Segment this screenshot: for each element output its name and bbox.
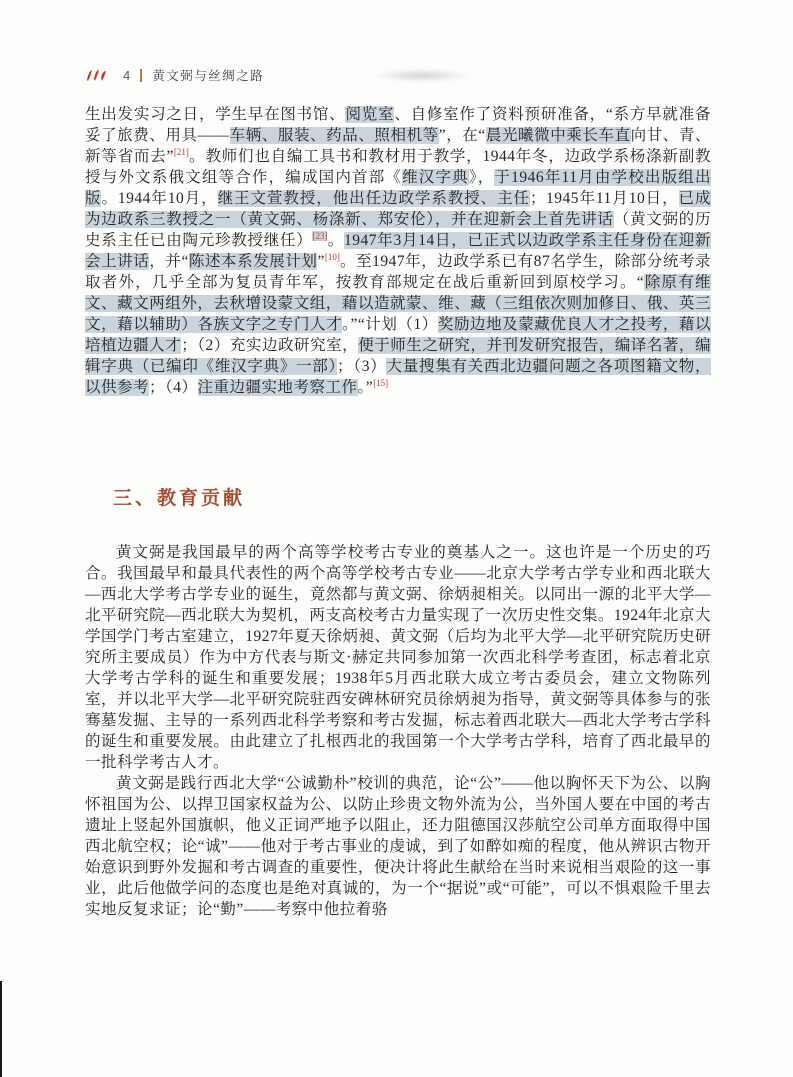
text-run: ；（4） [149, 379, 198, 396]
page-body [85, 104, 711, 920]
text-run: 。至1947年，边政学系已有87名学生，除部分统考录取者外，几乎全部为复员青年军，按教育部规定在战后重新回到原校学习。“ [85, 253, 711, 291]
highlighted-text-run: 便于师生之研究，并刊发研究报告，编译名著，编辑字典（已编印《维汉字典》一部） [85, 337, 711, 375]
highlighted-text-run: 继王文萱教授，他出任边政学系教授、主任 [217, 190, 530, 207]
highlighted-text-run: 注重边疆实地考察工作 [197, 379, 358, 396]
text-run: 黄文弼是我国最早的两个高等学校考古专业的奠基人之一。这也许是一个历史的巧合。我国最早和最具代表性的两个高等学校考古专业——北京大学考古学专业和西北联大—西北大学考古学专业的诞生，竟然都与黄文弼、徐炳昶相关。以同出一源的北平大学—北平研究院—西北联大为契机，两支高校考古力量实现了一次历史性交集。1924年北京大学国学门考古室建立，1927年夏天徐炳昶、黄文弼（后均为北平大学—北平研究院历史研究所主要成员）作为中方代表与斯文·赫定共同参加第一次西北科学考查团，标志着北京大学考古学科的诞生和重要发展；1938年5月西北联大成立考古委员会，建立文物陈列室，并以北平大学—北平研究院驻西安碑林研究员徐炳昶为指导，黄文弼等具体参与的张骞墓发掘、主导的一系列西北科学考察和考古发掘，标志着西北联大—西北大学考古学科的诞生和重要发展。由此建立了扎根西北的我国第一个大学考古学科，培育了西北最早的一批科学考古人才。 [85, 544, 711, 771]
highlighted-text-run: 车辆、服装、药品、照相机等 [229, 127, 439, 144]
page-header [85, 66, 710, 84]
citation-ref: [10] [324, 251, 340, 262]
highlighted-text-run: 晨光曦微中乘长车直 [485, 127, 631, 144]
paragraph [85, 773, 711, 920]
highlighted-text-run: 奖励边地及蒙藏优良人才之投考，藉以培植边疆人才 [85, 316, 711, 354]
paragraph-continuation [85, 104, 711, 398]
citation-ref: [21] [173, 146, 189, 157]
text-run: 。 [327, 232, 344, 249]
text-run: ”，在“ [438, 127, 486, 144]
highlighted-text-run: 阅览室 [345, 106, 395, 123]
publisher-seal-icon [85, 68, 109, 83]
header-divider [140, 69, 142, 82]
text-run: 黄文弼是践行西北大学“公诚勤朴”校训的典范，论“公”——他以胸怀天下为公、以胸怀祖国为公、以捍卫国家权益为公、以防止珍贵文物外流为公，当外国人要在中国的考古遗址上竖起外国旗帜，他义正词严地予以阻止，还力阻德国汉莎航空公司单方面取得中国西北航空权；论“诚”——他对于考古事业的虔诚，到了如醉如痴的程度，他从辨识古物开始意识到野外发掘和考古调查的重要性，便决计将此生献给在当时来说相当艰险的这一事业，此后他做学问的态度也是绝对真诚的，为一个“据说”或“可能”，可以不惧艰险千里去实地反复求证；论“勤”——考察中他拉着骆 [85, 775, 711, 918]
text-run: 生出发实习之日，学生早在图书馆、 [85, 106, 346, 123]
text-run: ” [317, 253, 325, 270]
text-run: 。教师们也自编工具书和教材用于教学，1944年冬，边政学系杨涤新副教授与外文系俄文组等合作，编成国内首部《 [85, 148, 711, 186]
text-run: （黄文弼的历史系主任已由陶元珍教授继任） [85, 211, 711, 249]
text-run: ；（2）充实边政研究室， [181, 337, 359, 354]
text-run: 》， [468, 169, 495, 186]
text-run: ；1945年11月10日， [530, 190, 679, 207]
citation-ref: [23] [312, 230, 328, 241]
page-number: 4 [123, 67, 131, 83]
scan-edge-artifact [0, 981, 2, 1077]
section-heading: 三、教育贡献 [113, 488, 246, 509]
scan-smudge-artifact [374, 69, 469, 82]
text-run: 。1944年10月， [101, 190, 218, 207]
text-run: 、自修室作了资料预研准备，“系方早就准备妥了旅费、用具—— [85, 106, 711, 144]
text-run: ，并“ [149, 253, 189, 270]
paragraph [85, 542, 711, 773]
highlighted-text-run: 大量搜集有关西北边疆问题之各项图籍文物，以供参考 [85, 358, 711, 396]
text-run: 向甘、青、新等省而去” [85, 127, 711, 165]
text-run: 。” [357, 379, 374, 396]
highlighted-text-run: 于1946年11月由学校出版组出版 [85, 169, 711, 207]
highlighted-text-run: 陈述本系发展计划 [188, 253, 318, 270]
text-run: ；（3） [337, 358, 387, 375]
citation-ref: [15] [373, 377, 389, 388]
highlighted-text-run: 已成为边政系三教授之一（黄文弼、杨涤新、郑安伦），并在迎新会上首先讲话 [85, 190, 711, 228]
highlighted-text-run: 除原有维文、藏文两组外，去秋增设蒙文组，藉以造就蒙、维、藏（三组依次则加修日、俄、英三文，藉以辅助）各族文字之专门人才 [85, 274, 711, 333]
text-run: 。”“计划（1） [342, 316, 438, 333]
highlighted-text-run: 1947年3月14日，已正式以边政学系主任身份在迎新会上讲话 [85, 232, 711, 270]
book-title: 黄文弼与丝绸之路 [152, 69, 265, 83]
highlighted-text-run: 维汉字典 [402, 169, 469, 186]
